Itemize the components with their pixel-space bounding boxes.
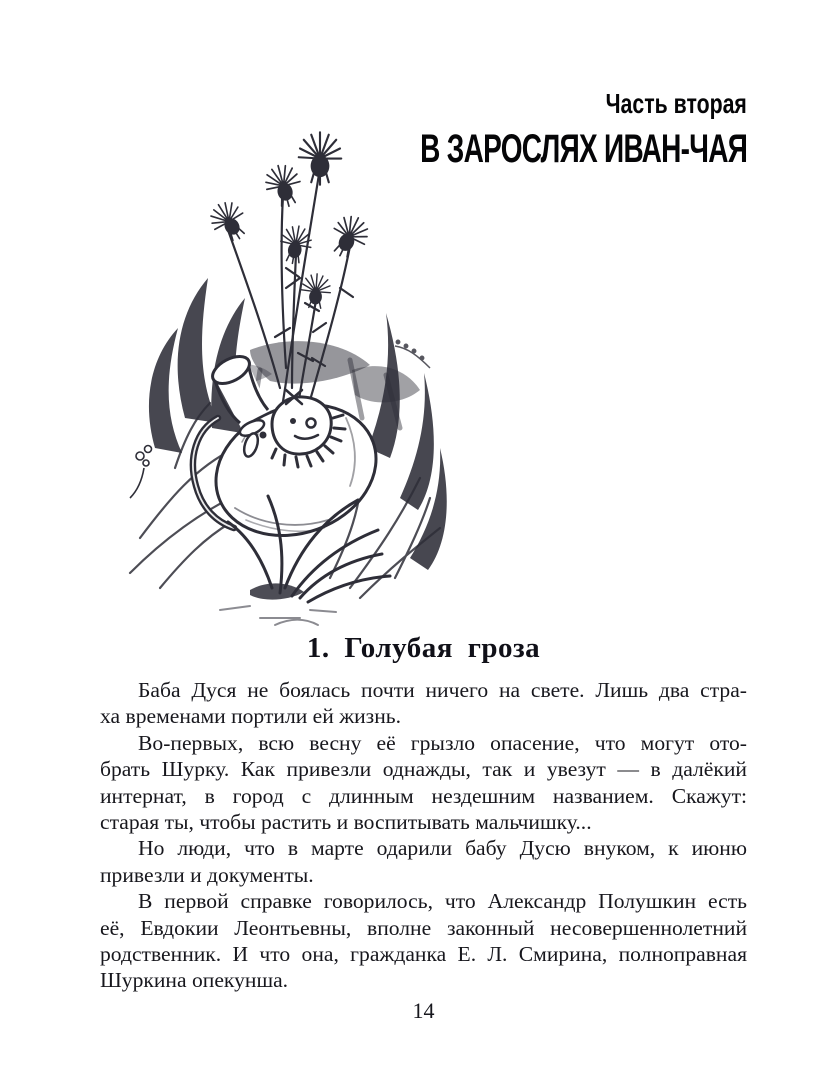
text-line: Баба Дуся не боялась почти ничего на свете. Лишь два стра- — [138, 678, 747, 702]
text-line: привезли и документы. — [100, 862, 314, 887]
body-text — [100, 677, 747, 994]
paragraph — [100, 888, 747, 994]
page-number: 14 — [412, 998, 435, 1023]
part-title-text: В ЗАРОСЛЯХ ИВАН-ЧАЯ — [419, 127, 747, 171]
paragraph — [100, 677, 747, 730]
text-line: Шуркина опекунша. — [100, 968, 289, 993]
text-line: Во-первых, всю весну её грызло опасение, что могут ото- — [138, 730, 747, 755]
text-line: В первой справке говорилось, что Александр Полушкин есть — [138, 889, 747, 914]
paragraph — [100, 730, 747, 836]
text-line: Но люди, что в марте одарили бабу Дусю внуком, к июню — [138, 836, 747, 861]
text-line: брать Шурку. Как привезли однажды, так и увезут — в далёкий — [100, 757, 747, 782]
text-line: родственник. И что она, гражданка Е. Л. Смирина, полноправная — [100, 942, 747, 967]
paragraph — [100, 835, 747, 888]
text-line: ха временами портили ей жизнь. — [100, 704, 402, 729]
text-line: старая ты, чтобы растить и воспитывать мальчишку... — [100, 810, 592, 835]
text-line: интернат, в город с длинным нездешним названием. Скажут: — [100, 783, 747, 808]
part-label — [561, 88, 747, 120]
text-line: её, Евдокии Леонтьевны, вполне законный несовершеннолетний — [100, 915, 747, 940]
chapter-title: 1. Голубая гроза — [306, 632, 541, 664]
jug-pirate-skull-illustration — [100, 118, 455, 633]
part-label-text: Часть вторая — [605, 88, 747, 119]
